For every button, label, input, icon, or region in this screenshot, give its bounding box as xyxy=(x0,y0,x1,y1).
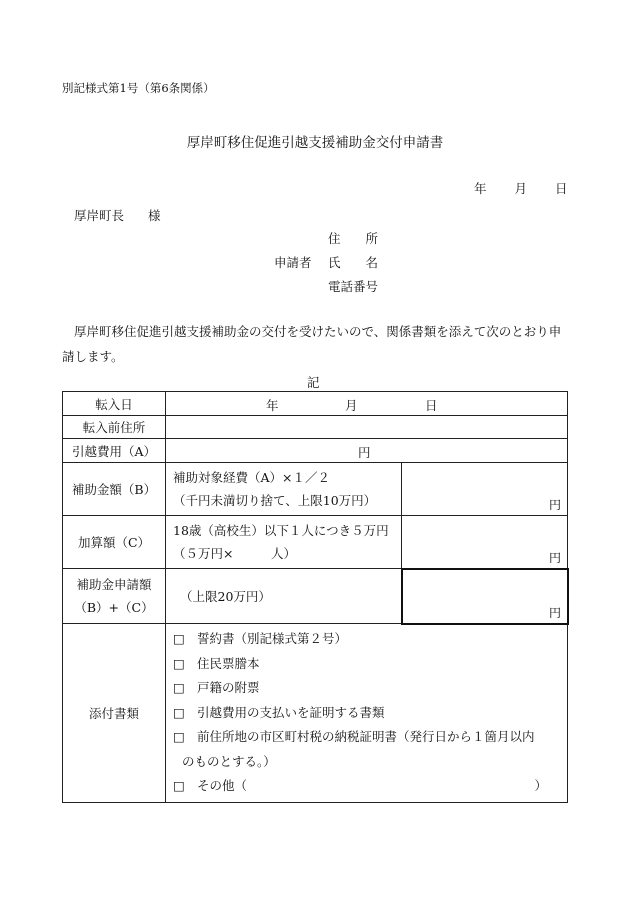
row-addition xyxy=(63,516,568,569)
row-prev-address xyxy=(63,416,568,439)
addition-label: 加算額（C） xyxy=(63,516,166,569)
move-in-month: 月 xyxy=(345,398,358,413)
row-request xyxy=(63,569,568,624)
application-table xyxy=(62,391,568,803)
addition-description xyxy=(166,516,402,569)
subsidy-line2: （千円未満切り捨て、上限10万円） xyxy=(173,493,377,508)
addition-unit: 円 xyxy=(548,551,561,565)
subsidy-amount-field[interactable] xyxy=(402,463,568,516)
row-move-in-date xyxy=(63,392,568,416)
move-in-year: 年 xyxy=(266,398,279,413)
addressee xyxy=(74,206,161,224)
attachment-item-continuation: のものとする。） xyxy=(182,753,276,769)
move-in-day: 日 xyxy=(425,398,438,413)
addition-line2: （５万円× 人） xyxy=(173,546,296,561)
moving-cost-field[interactable] xyxy=(166,439,568,463)
request-label-line1: 補助金申請額 xyxy=(76,577,152,592)
attachment-text: 前住所地の市区町村税の納税証明書（発行日から１箇月以内 xyxy=(197,729,535,745)
subsidy-line1: 補助対象経費（A）×１／２ xyxy=(173,470,331,485)
applicant-name-label: 氏 名 xyxy=(328,255,379,270)
checkbox[interactable]: □ xyxy=(173,631,185,647)
move-in-date-field[interactable] xyxy=(166,392,568,416)
request-label xyxy=(63,569,166,624)
request-cap: （上限20万円） xyxy=(180,588,271,604)
addressee-name: 厚岸町長 xyxy=(74,208,125,223)
attachment-text: 誓約書（別記様式第２号） xyxy=(197,631,348,647)
date-year: 年 xyxy=(474,181,487,196)
moving-cost-label: 引越費用（A） xyxy=(63,439,166,463)
applicant-phone-label: 電話番号 xyxy=(328,279,379,294)
attachment-item[interactable] xyxy=(166,676,567,701)
subsidy-description xyxy=(166,463,402,516)
date-month: 月 xyxy=(514,181,528,196)
request-unit: 円 xyxy=(548,606,561,620)
request-statement: 厚岸町移住促進引越支援補助金の交付を受けたいので、関係書類を添えて次のとおり申請します。 xyxy=(62,324,562,364)
moving-cost-unit: 円 xyxy=(358,445,371,460)
addition-amount-field[interactable] xyxy=(402,516,568,569)
attachment-text: 戸籍の附票 xyxy=(197,680,260,696)
attachment-item[interactable] xyxy=(166,652,567,677)
attachments-list xyxy=(166,624,568,803)
attachment-item[interactable] xyxy=(166,701,567,726)
attachment-text: 引越費用の支払いを証明する書類 xyxy=(197,704,385,720)
subsidy-unit: 円 xyxy=(548,498,561,512)
addressee-honorific: 様 xyxy=(148,208,161,223)
date-line xyxy=(474,179,568,197)
row-subsidy xyxy=(63,463,568,516)
attachment-text: 住民票謄本 xyxy=(197,655,260,671)
applicant-label: 申請者 xyxy=(274,255,312,270)
row-moving-cost xyxy=(63,439,568,463)
document-title: 厚岸町移住促進引越支援補助金交付申請書 xyxy=(186,135,444,151)
prev-address-label: 転入前住所 xyxy=(63,416,166,439)
ki-heading: 記 xyxy=(307,375,320,390)
attachments-label: 添付書類 xyxy=(63,624,166,803)
subsidy-label: 補助金額（B） xyxy=(63,463,166,516)
move-in-date-label: 転入日 xyxy=(63,392,166,416)
request-note xyxy=(166,569,402,624)
date-day: 日 xyxy=(555,181,568,196)
checkbox[interactable]: □ xyxy=(173,704,185,720)
checkbox[interactable]: □ xyxy=(173,778,185,794)
request-label-line2: （B）+（C） xyxy=(74,600,154,615)
checkbox[interactable]: □ xyxy=(173,680,185,696)
prev-address-field[interactable] xyxy=(166,416,568,439)
applicant-address-label: 住 所 xyxy=(328,231,379,246)
row-attachments xyxy=(63,624,568,803)
attachment-item-other[interactable] xyxy=(166,774,567,799)
addition-line1: 18歳（高校生）以下１人につき５万円 xyxy=(173,523,389,538)
attachment-text-other: その他（ ） xyxy=(197,778,548,794)
attachment-item[interactable] xyxy=(166,725,567,750)
checkbox[interactable]: □ xyxy=(173,655,185,671)
form-reference: 別記様式第1号（第6条関係） xyxy=(62,81,215,95)
request-amount-field[interactable] xyxy=(402,569,568,624)
checkbox[interactable]: □ xyxy=(173,729,185,745)
attachment-item[interactable] xyxy=(166,627,567,652)
